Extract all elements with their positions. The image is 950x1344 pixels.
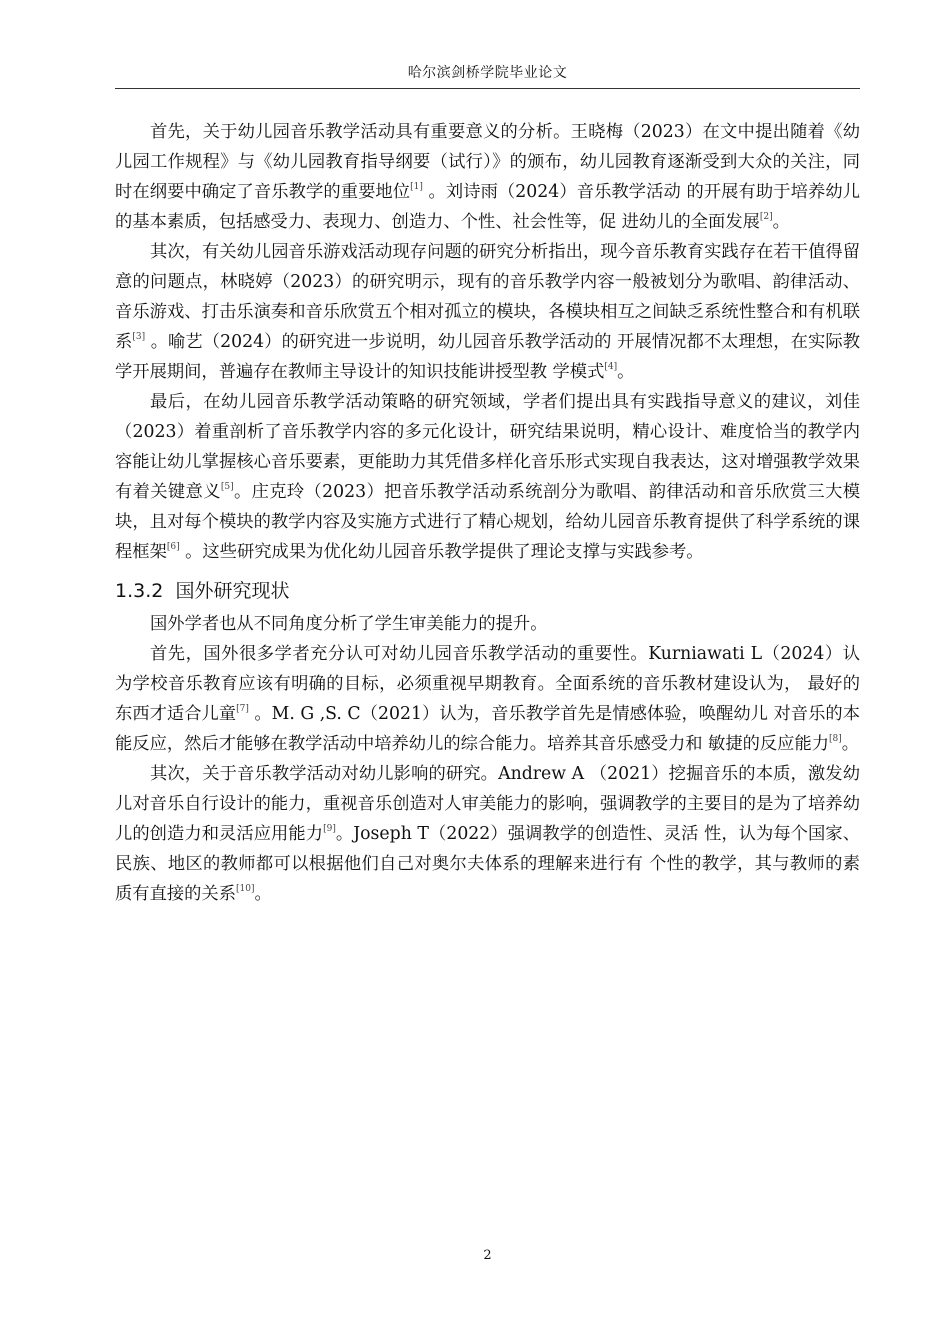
citation[interactable]: [9] [323,824,336,834]
citation[interactable]: [5] [220,482,234,492]
paragraph-3 [115,387,860,567]
paragraph-text: 。刘诗雨（2024）音乐教学活动 的开展有助于培养幼儿的基本素质，包括感受力、表现力、创造力、个性、社会性等，促 进幼儿的全面发展 [115,182,860,232]
paragraph-text: 。 [841,734,860,754]
citation[interactable]: [2] [759,212,773,222]
section-number: 1.3.2 [115,580,164,602]
document-body [115,117,860,909]
paragraph-text: 首先，关于幼儿园音乐教学活动具有重要意义的分析。王晓梅（2023）在文中提出随着《幼儿园工作规程》与《幼儿园教育指导纲要（试行）》的颁布，幼儿园教育逐渐受到大众的关注，同时在纲要中确定了音乐教学的重要地位 [115,122,860,202]
header-rule [115,88,860,89]
citation[interactable]: [8] [829,734,842,744]
paragraph-6 [115,759,860,909]
paragraph-text: 。这些研究成果为优化幼儿园音乐教学提供了理论支撑与实践参考。 [179,542,704,562]
paragraph-text: 其次，关于音乐教学活动对幼儿影响的研究。Andrew A （2021）挖掘音乐的本质，激发幼儿对音乐自行设计的能力，重视音乐创造对人审美能力的影响，强调教学的主要目的是为了培养幼儿的创造力和灵活应用能力 [115,764,860,844]
paragraph-text: 首先，国外很多学者充分认可对幼儿园音乐教学活动的重要性。Kurniawati L（2024）认为学校音乐教育应该有明确的目标，必须重视早期教育。全面系统的音乐教材建设认为， 最好的东西才适合儿童 [115,644,860,724]
paragraph-text: 。 [772,212,790,232]
paragraph-text: 。 [617,362,635,382]
paragraph-text: 国外学者也从不同角度分析了学生审美能力的提升。 [150,614,548,634]
page-number: 2 [483,1248,492,1263]
section-heading [115,575,860,607]
running-header: 哈尔滨剑桥学院毕业论文 [407,65,568,81]
paragraph-text: 。 [254,884,272,904]
paragraph-text: 。庄克玲（2023）把音乐教学活动系统剖分为歌唱、韵律活动和音乐欣赏三大模块，且对每个模块的教学内容及实施方式进行了精心规划，给幼儿园音乐教育提供了科学系统的课程框架 [115,482,860,562]
citation[interactable]: [3] [132,332,146,342]
citation[interactable]: [1] [410,182,423,192]
paragraph-text: 其次，有关幼儿园音乐游戏活动现存问题的研究分析指出，现今音乐教育实践存在若干值得留意的问题点，林晓婷（2023）的研究明示，现有的音乐教学内容一般被划分为歌唱、韵律活动、音乐游戏、打击乐演奏和音乐欣赏五个相对孤立的模块，各模块相互之间缺乏系统性整合和有机联系 [115,242,860,352]
paragraph-text: 最后，在幼儿园音乐教学活动策略的研究领域，学者们提出具有实践指导意义的建议，刘佳（2023）着重剖析了音乐教学内容的多元化设计，研究结果说明，精心设计、难度恰当的教学内容能让幼儿掌握核心音乐要素，更能助力其凭借多样化音乐形式实现自我表达，这对增强教学效果有着关键意义 [115,392,860,502]
paragraph-5 [115,639,860,759]
citation[interactable]: [4] [604,362,618,372]
paragraph-text: 。Joseph T（2022）强调教学的创造性、灵活 性，认为每个国家、民族、地区的教师都可以根据他们自己对奥尔夫体系的理解来进行有 个性的教学，其与教师的素质有直接的关系 [115,824,860,904]
paragraph-2 [115,237,860,387]
paragraph-1 [115,117,860,237]
section-title: 国外研究现状 [175,580,290,602]
citation[interactable]: [7] [236,704,249,714]
paragraph-4 [115,609,860,639]
paragraph-text: 。M. G ,S. C（2021）认为，音乐教学首先是情感体验，唤醒幼儿 对音乐的本能反应，然后才能够在教学活动中培养幼儿的综合能力。培养其音乐感受力和 敏捷的反应能力 [115,704,860,754]
paragraph-text: 。喻艺（2024）的研究进一步说明，幼儿园音乐教学活动的 开展情况都不太理想，在实际教学开展期间，普遍存在教师主导设计的知识技能讲授型教 学模式 [115,332,860,382]
citation[interactable]: [6] [166,542,180,552]
citation[interactable]: [10] [235,884,255,894]
